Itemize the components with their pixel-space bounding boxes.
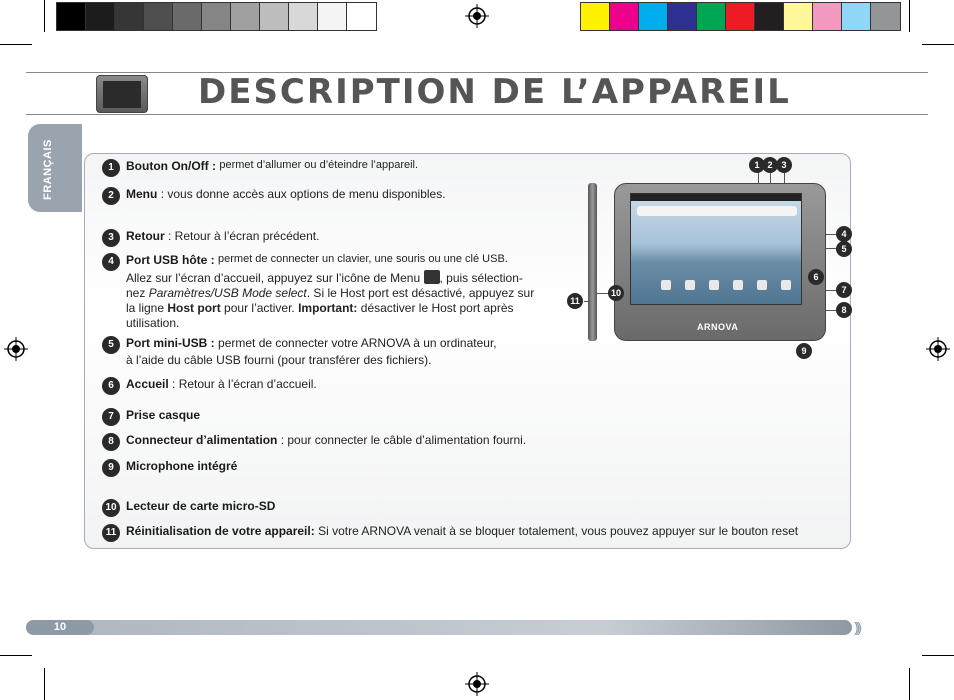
language-tab xyxy=(28,124,82,212)
crop-mark xyxy=(44,0,45,32)
color-swatch xyxy=(318,3,347,30)
callout-leader xyxy=(826,248,836,249)
callout-leader xyxy=(826,290,836,291)
item-4-line: nez xyxy=(126,286,146,300)
crop-mark xyxy=(922,655,954,656)
item-label: Menu xyxy=(126,187,158,201)
color-swatch xyxy=(115,3,144,30)
item-number: 11 xyxy=(102,524,120,542)
item-description: permet d’allumer ou d’éteindre l’appareil. xyxy=(219,159,419,171)
settings-path: Paramètres/USB Mode select xyxy=(148,286,307,300)
callout-11: 11 xyxy=(567,293,583,309)
list-item xyxy=(102,253,508,271)
color-swatch xyxy=(173,3,202,30)
item-number: 5 xyxy=(102,336,120,354)
list-item xyxy=(102,459,237,477)
list-item xyxy=(102,159,418,177)
item-description: : Retour à l’écran précédent. xyxy=(168,229,320,243)
host-port-label: Host port xyxy=(167,301,221,315)
callout-10: 10 xyxy=(608,285,624,301)
color-swatch xyxy=(231,3,260,30)
item-description: Si votre ARNOVA venait à se bloquer totalement, vous pouvez appuyer sur le bouton reset xyxy=(318,524,799,538)
callout-4: 4 xyxy=(836,226,852,242)
item-label: Accueil xyxy=(126,377,169,391)
grayscale-swatch-strip xyxy=(56,2,377,31)
color-swatch xyxy=(610,3,639,30)
crop-mark xyxy=(909,668,910,700)
color-swatch xyxy=(581,3,610,30)
item-description: : vous donne accès aux options de menu disponibles. xyxy=(160,187,446,201)
color-swatch xyxy=(755,3,784,30)
color-swatch xyxy=(668,3,697,30)
color-swatch xyxy=(289,3,318,30)
item-label: Réinitialisation de votre appareil: xyxy=(126,524,315,538)
list-item xyxy=(102,229,319,247)
item-4-line: . Si le Host port est désactivé, appuyez sur xyxy=(306,286,535,300)
callout-leader xyxy=(826,234,836,235)
callout-3: 3 xyxy=(776,157,792,173)
color-swatch xyxy=(144,3,173,30)
item-4-continuation xyxy=(126,270,566,331)
page-number: 10 xyxy=(26,620,94,635)
screen-status-bar xyxy=(631,194,801,201)
footer-arcs-icon: ))) xyxy=(854,619,859,635)
item-4-line: utilisation. xyxy=(126,316,180,330)
callout-5: 5 xyxy=(836,241,852,257)
item-number: 8 xyxy=(102,433,120,451)
item-label: Lecteur de carte micro-SD xyxy=(126,499,276,513)
item-label: Connecteur d’alimentation xyxy=(126,433,278,447)
screen-app-icons xyxy=(661,280,791,290)
list-item xyxy=(102,377,317,395)
color-swatch xyxy=(813,3,842,30)
item-number: 3 xyxy=(102,229,120,247)
screen-search-bar xyxy=(637,206,797,216)
item-number: 1 xyxy=(102,159,120,177)
item-4-line: Allez sur l’écran d’accueil, appuyez sur l’icône de Menu xyxy=(126,271,421,285)
callout-leader xyxy=(770,172,771,183)
header-bottom-rule xyxy=(26,114,928,115)
callout-9: 9 xyxy=(796,343,812,359)
item-number: 4 xyxy=(102,253,120,271)
tablet-brand: ARNOVA xyxy=(697,322,739,332)
color-swatch xyxy=(784,3,813,30)
page-title: DESCRIPTION DE L’APPAREIL xyxy=(198,72,791,112)
crop-mark xyxy=(0,655,32,656)
item-5-continuation: à l’aide du câble USB fourni (pour transférer des fichiers). xyxy=(126,353,432,367)
item-4-line: désactiver le Host port après xyxy=(360,301,514,315)
list-item xyxy=(102,187,446,205)
callout-leader xyxy=(758,172,759,183)
item-label: Port USB hôte : xyxy=(126,253,215,267)
list-item xyxy=(102,499,275,517)
item-number: 6 xyxy=(102,377,120,395)
item-label: Port mini-USB : xyxy=(126,336,215,350)
item-description: permet de connecter un clavier, une souris ou une clé USB. xyxy=(218,253,508,265)
item-number: 10 xyxy=(102,499,120,517)
registration-mark-icon xyxy=(465,672,489,696)
tablet-screen xyxy=(630,193,802,305)
item-description: : Retour à l’écran d’accueil. xyxy=(172,377,317,391)
color-swatch xyxy=(639,3,668,30)
list-item xyxy=(102,408,200,426)
item-4-line: la ligne xyxy=(126,301,165,315)
item-number: 7 xyxy=(102,408,120,426)
item-label: Bouton On/Off : xyxy=(126,159,216,173)
menu-icon xyxy=(424,270,440,284)
item-number: 9 xyxy=(102,459,120,477)
crop-mark xyxy=(909,0,910,32)
item-label: Prise casque xyxy=(126,408,201,422)
crop-mark xyxy=(0,44,32,45)
item-4-line: , puis sélection- xyxy=(439,271,523,285)
item-description: : pour connecter le câble d’alimentation fourni. xyxy=(280,433,527,447)
list-item xyxy=(102,433,526,451)
callout-8: 8 xyxy=(836,302,852,318)
color-swatch xyxy=(57,3,86,30)
item-label: Microphone intégré xyxy=(126,459,238,473)
list-item xyxy=(102,524,798,542)
tablet-thumbnail-icon xyxy=(96,75,148,113)
footer-bar xyxy=(26,620,852,635)
language-label: FRANÇAIS xyxy=(42,139,54,200)
item-description: permet de connecter votre ARNOVA à un ordinateur, xyxy=(218,336,497,350)
color-swatch xyxy=(347,3,376,30)
callout-leader xyxy=(784,172,785,183)
list-item xyxy=(102,336,497,354)
item-4-line: pour l’activer. xyxy=(224,301,295,315)
crop-mark xyxy=(922,44,954,45)
important-label: Important: xyxy=(298,301,358,315)
callout-7: 7 xyxy=(836,282,852,298)
tablet-side-view xyxy=(588,183,597,341)
callout-leader xyxy=(584,301,590,302)
callout-6: 6 xyxy=(808,269,824,285)
color-swatch xyxy=(86,3,115,30)
color-swatch xyxy=(260,3,289,30)
registration-mark-icon xyxy=(465,4,489,28)
color-swatch-strip xyxy=(580,2,901,31)
color-swatch xyxy=(202,3,231,30)
item-label: Retour xyxy=(126,229,165,243)
color-swatch xyxy=(842,3,871,30)
color-swatch xyxy=(871,3,900,30)
callout-1: 1 xyxy=(749,157,765,173)
item-number: 2 xyxy=(102,187,120,205)
callout-leader xyxy=(826,310,836,311)
registration-mark-icon xyxy=(926,337,950,361)
color-swatch xyxy=(726,3,755,30)
callout-2: 2 xyxy=(762,157,778,173)
crop-mark xyxy=(44,668,45,700)
color-swatch xyxy=(697,3,726,30)
registration-mark-icon xyxy=(4,337,28,361)
